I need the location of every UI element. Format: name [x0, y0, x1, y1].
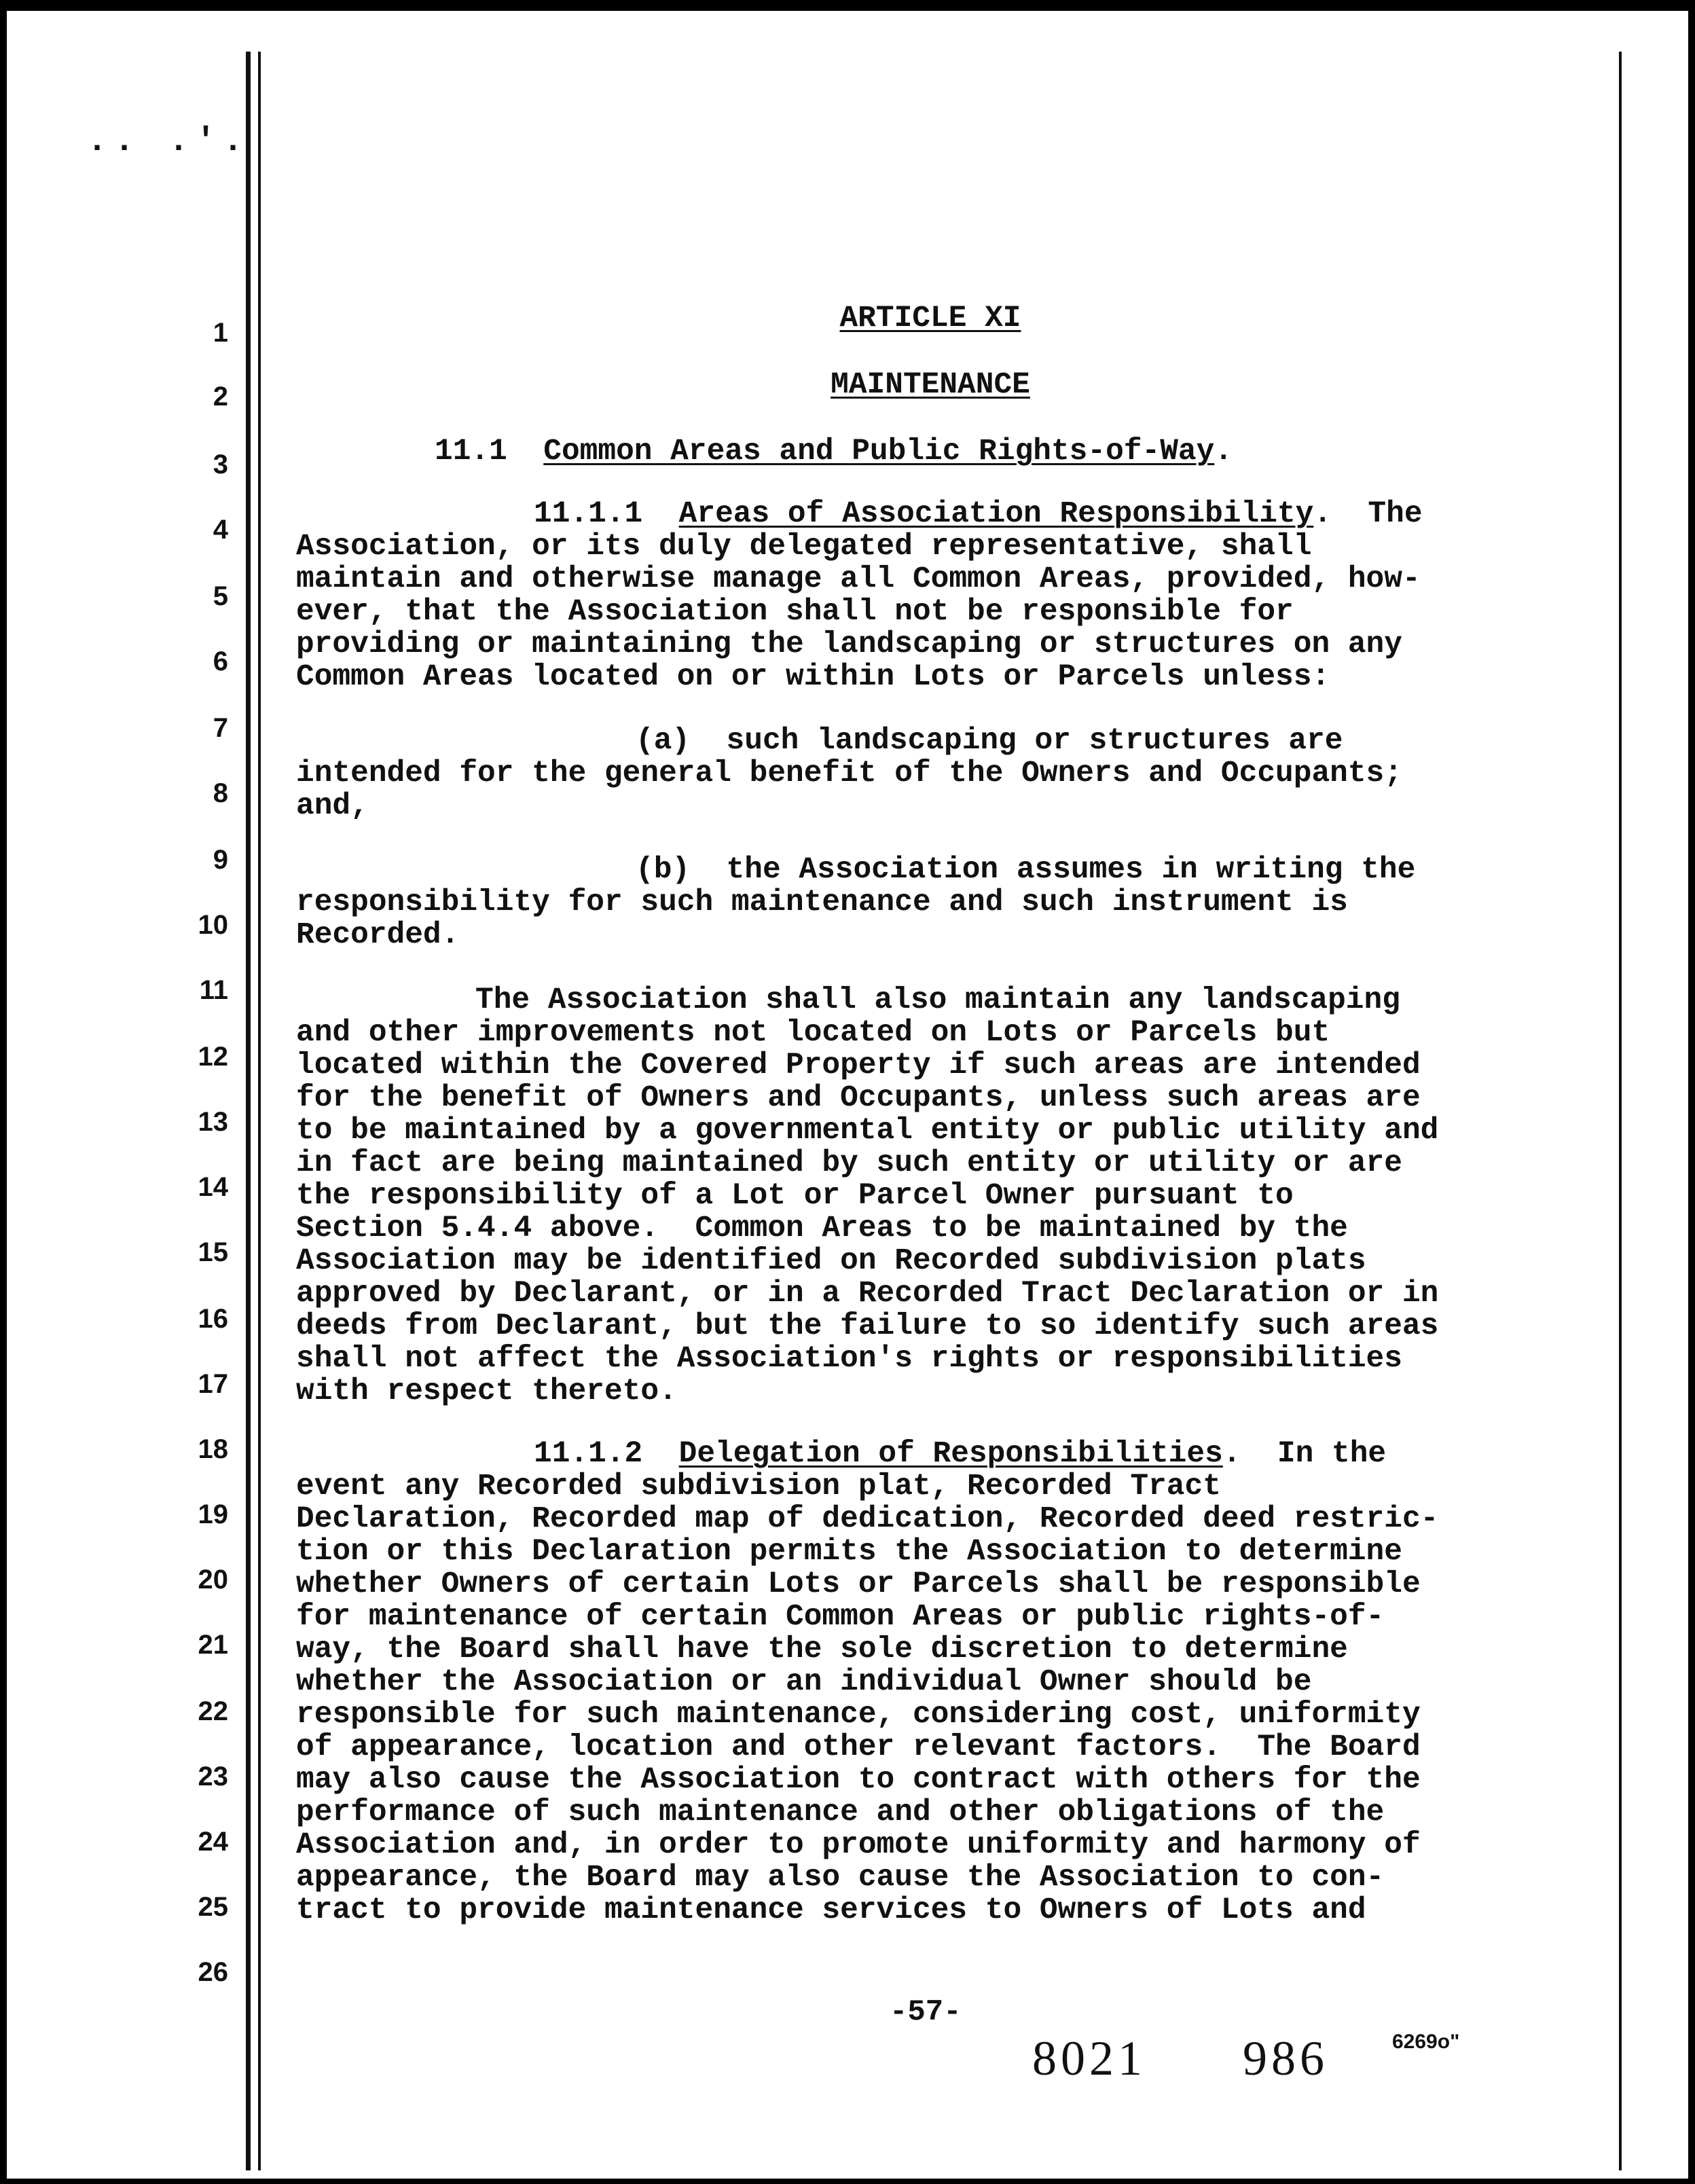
- text-line: ever, that the Association shall not be responsible for: [296, 595, 1294, 629]
- text-line: responsibility for such maintenance and such instrument is: [296, 886, 1348, 920]
- article-subtitle: MAINTENANCE: [831, 368, 1030, 402]
- text-line: event any Recorded subdivision plat, Recorded Tract: [296, 1470, 1221, 1504]
- text-line: Common Areas located on or within Lots or Parcels unless:: [296, 660, 1330, 694]
- text-line: way, the Board shall have the sole discretion to determine: [296, 1633, 1348, 1667]
- text-line: intended for the general benefit of the Owners and Occupants;: [296, 757, 1402, 790]
- text-line: Association, or its duly delegated representative, shall: [296, 530, 1312, 564]
- text-line: Association may be identified on Recorded subdivision plats: [296, 1244, 1366, 1278]
- text-line: deeds from Declarant, but the failure to so identify such areas: [296, 1309, 1439, 1343]
- text-line: Declaration, Recorded map of dedication, Recorded deed restric-: [296, 1502, 1439, 1536]
- line-number: 13: [198, 1107, 228, 1137]
- line-number: 5: [213, 581, 228, 611]
- line-number: 8: [213, 778, 228, 808]
- text-line: shall not affect the Association's rights or responsibilities: [296, 1342, 1402, 1376]
- clause-text: such landscaping or structures are: [726, 724, 1343, 758]
- text-line: Section 5.4.4 above. Common Areas to be maintained by the: [296, 1212, 1348, 1245]
- text-line: Association and, in order to promote uniformity and harmony of: [296, 1828, 1421, 1862]
- line-number: 11: [199, 975, 228, 1005]
- text-line: responsible for such maintenance, considering cost, uniformity: [296, 1698, 1421, 1732]
- clause-a-first-line: [636, 724, 1343, 758]
- line-number: 15: [198, 1237, 228, 1267]
- margin-rule-right: [1619, 52, 1622, 2170]
- line-number: 1: [213, 318, 228, 348]
- line-number: 19: [198, 1499, 228, 1529]
- margin-rule-outer: [246, 52, 251, 2170]
- section-title: Delegation of Responsibilities: [678, 1437, 1223, 1471]
- line-number: 4: [213, 515, 228, 545]
- margin-rule-inner: [258, 52, 261, 2170]
- text-line: tion or this Declaration permits the Association to determine: [296, 1535, 1402, 1569]
- scan-edge-bottom: [0, 2179, 1695, 2184]
- text-line: whether the Association or an individual Owner should be: [296, 1665, 1312, 1699]
- page-number: -57-: [890, 1995, 962, 2029]
- text-line: and other improvements not located on Lots or Parcels but: [296, 1016, 1330, 1050]
- section-number: 11.1.2: [534, 1437, 643, 1471]
- line-number: 18: [198, 1434, 228, 1464]
- text-line: maintain and otherwise manage all Common Areas, provided, how-: [296, 562, 1421, 596]
- text-line: to be maintained by a governmental entity or public utility and: [296, 1114, 1439, 1148]
- line-number: 20: [198, 1565, 228, 1595]
- article-title: ARTICLE XI: [839, 302, 1021, 335]
- scan-edge-right: [1688, 0, 1695, 2184]
- clause-label: (a): [636, 724, 691, 758]
- text-line: in fact are being maintained by such entity or utility or are: [296, 1146, 1402, 1180]
- recording-stamp-book: 8021: [1032, 2031, 1146, 2086]
- section-title: Common Areas and Public Rights-of-Way: [543, 435, 1215, 469]
- clause-b-first-line: [636, 853, 1415, 887]
- text-line: and,: [296, 789, 369, 823]
- recording-stamp-page: 986: [1243, 2031, 1328, 2086]
- text-line: appearance, the Board may also cause the Association to con-: [296, 1861, 1385, 1895]
- text-line: whether Owners of certain Lots or Parcels shall be responsible: [296, 1567, 1421, 1601]
- line-number: 25: [198, 1892, 228, 1922]
- text-line: located within the Covered Property if such areas are intended: [296, 1049, 1421, 1082]
- clause-label: (b): [636, 853, 691, 887]
- line-number: 3: [213, 450, 228, 479]
- line-number: 6: [213, 647, 228, 676]
- line-number: 23: [198, 1762, 228, 1791]
- text-line: with respect thereto.: [296, 1375, 677, 1408]
- document-code: 6269o": [1392, 2031, 1460, 2053]
- text-line: for the benefit of Owners and Occupants, unless such areas are: [296, 1081, 1421, 1115]
- line-number: 12: [198, 1042, 228, 1072]
- section-heading-11-1-1: [534, 497, 1423, 531]
- section-lead: . The: [1313, 497, 1423, 531]
- line-number: 22: [198, 1696, 228, 1726]
- line-number: 16: [198, 1304, 228, 1334]
- margin-dots: .. .'.: [87, 122, 251, 161]
- line-number: 14: [198, 1172, 228, 1202]
- text-line: of appearance, location and other relevant factors. The Board: [296, 1730, 1421, 1764]
- line-number: 21: [198, 1630, 228, 1660]
- text-line: approved by Declarant, or in a Recorded Tract Declaration or in: [296, 1277, 1439, 1311]
- line-number: 2: [213, 382, 228, 412]
- text-line: Recorded.: [296, 918, 460, 952]
- text-line: for maintenance of certain Common Areas or public rights-of-: [296, 1600, 1385, 1634]
- line-number: 17: [198, 1369, 228, 1399]
- clause-text: the Association assumes in writing the: [726, 853, 1416, 887]
- scan-edge-left: [0, 0, 7, 2184]
- text-line: the responsibility of a Lot or Parcel Owner pursuant to: [296, 1179, 1294, 1213]
- text-line: The Association shall also maintain any landscaping: [475, 983, 1400, 1017]
- line-number: 26: [198, 1957, 228, 1987]
- line-number: 10: [198, 910, 228, 940]
- line-number: 24: [198, 1827, 228, 1857]
- scan-edge-top: [0, 0, 1695, 11]
- section-heading-11-1-2: [534, 1437, 1386, 1471]
- text-line: providing or maintaining the landscaping or structures on any: [296, 627, 1402, 661]
- line-number: 7: [213, 713, 228, 743]
- text-line: may also cause the Association to contract with others for the: [296, 1763, 1421, 1797]
- text-line: tract to provide maintenance services to Owners of Lots and: [296, 1893, 1366, 1927]
- text-line: performance of such maintenance and other obligations of the: [296, 1796, 1385, 1830]
- section-title: Areas of Association Responsibility: [678, 497, 1314, 531]
- section-lead: . In the: [1222, 1437, 1387, 1471]
- section-heading-end: .: [1214, 435, 1233, 469]
- line-number: 9: [213, 845, 228, 875]
- section-number: 11.1.1: [534, 497, 643, 531]
- section-heading-11-1: [435, 435, 1233, 469]
- section-number: 11.1: [435, 435, 507, 469]
